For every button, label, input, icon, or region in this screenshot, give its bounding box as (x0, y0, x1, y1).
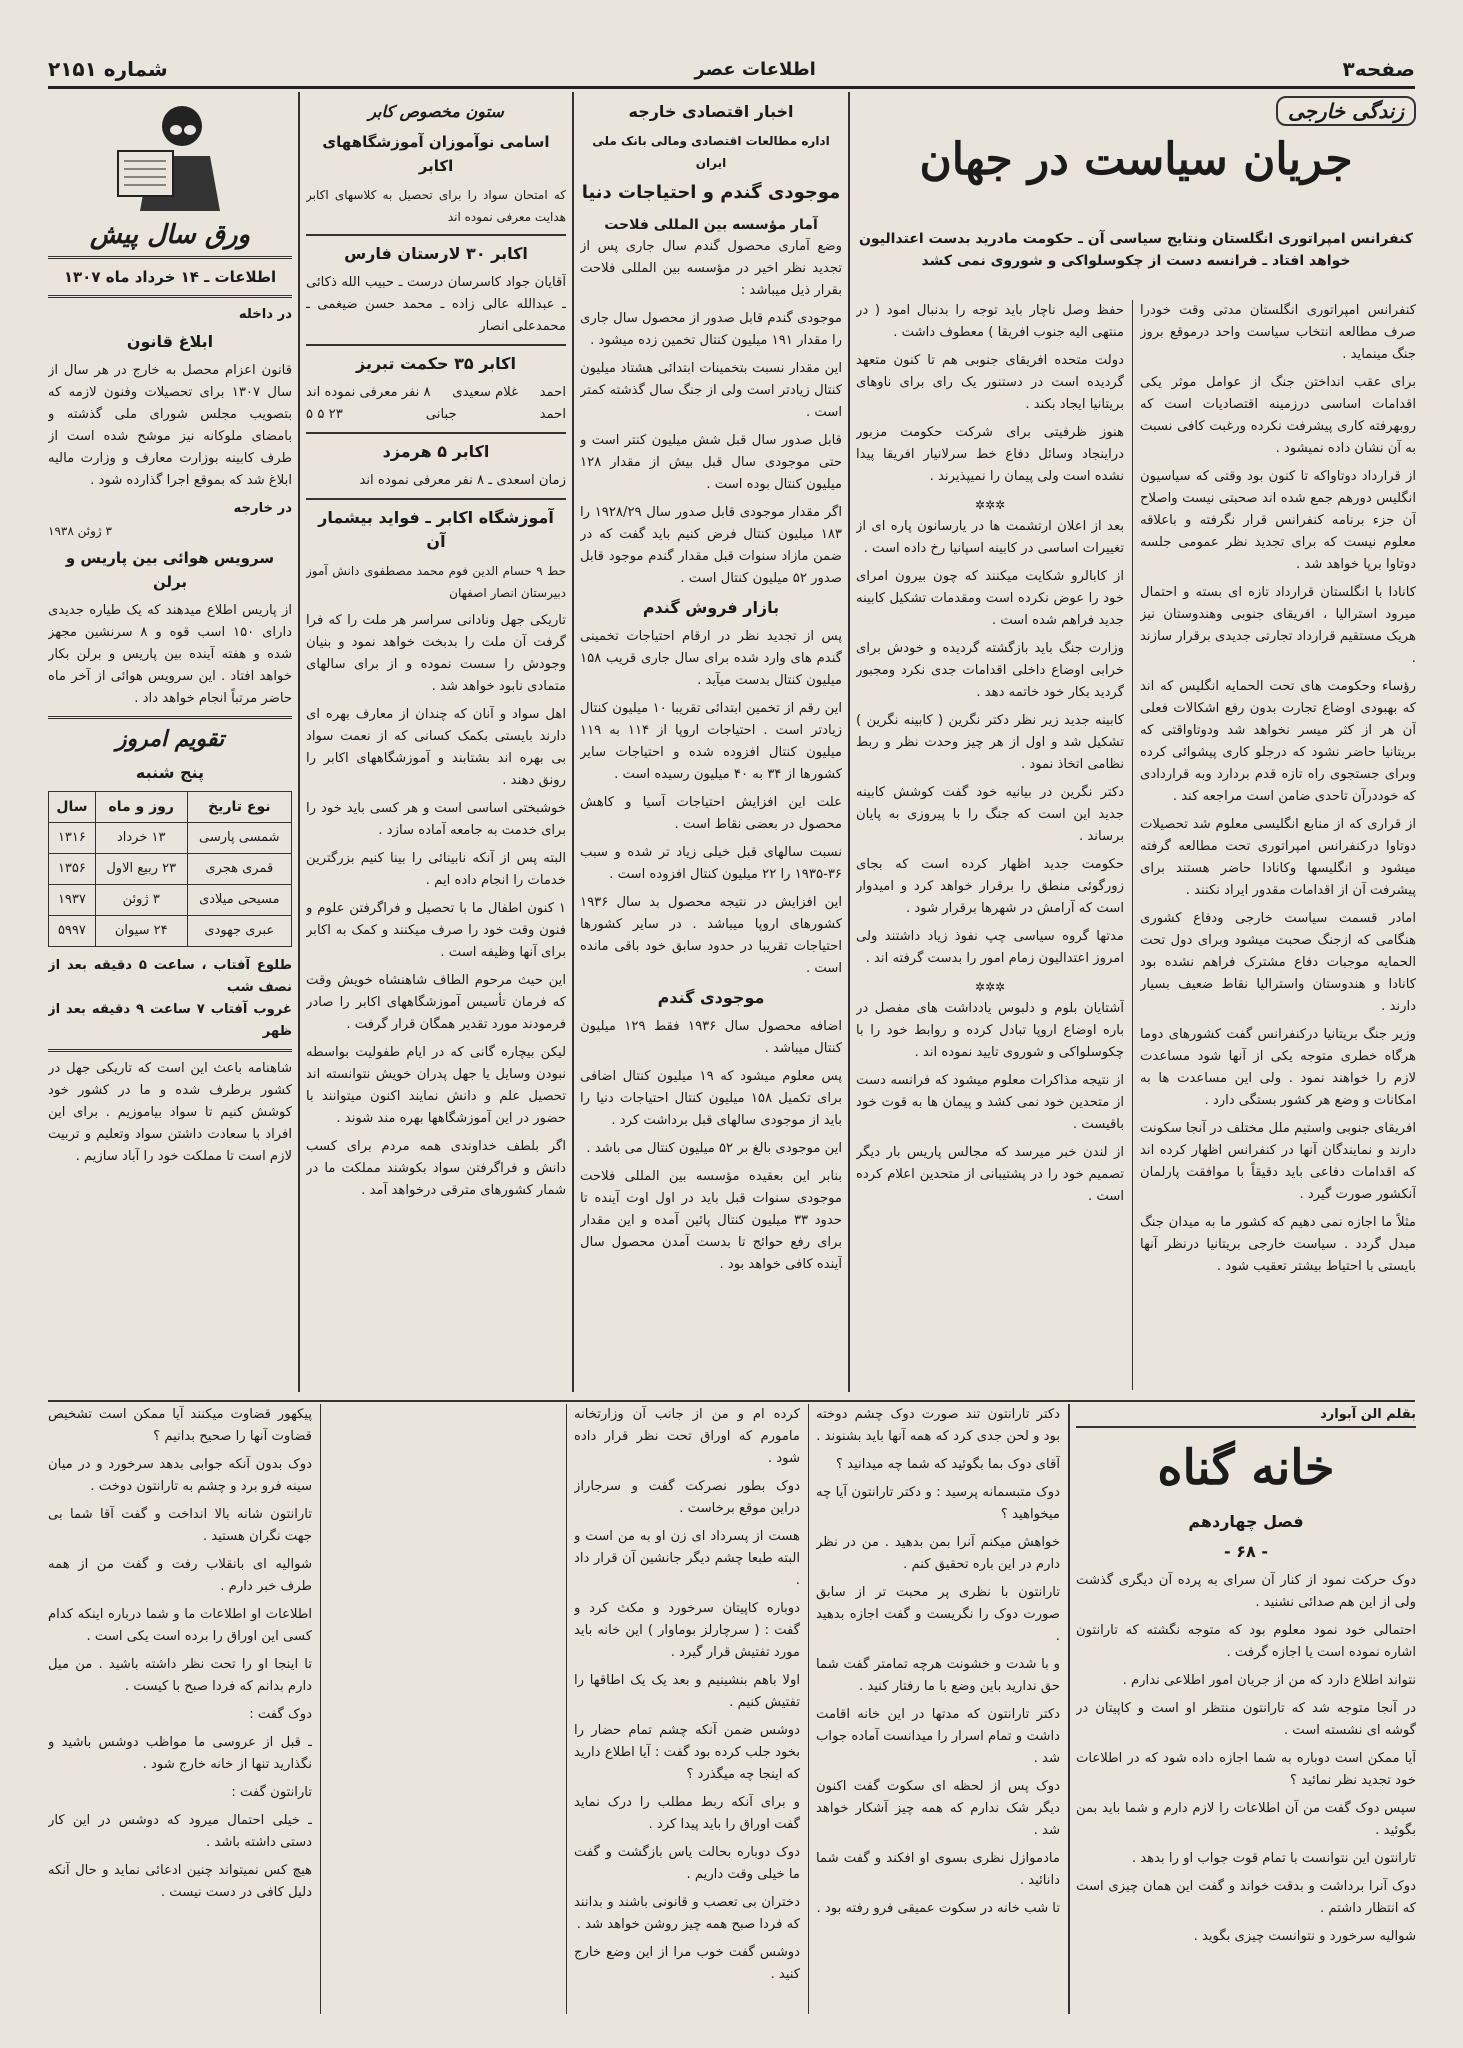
paragraph: کرده ام و من از جانب آن وزارتخانه مامورم که اوراق تحت نظر قرار داده شود . (574, 1407, 800, 1466)
paragraph: ـ قبل از عروسی ما مواظب دوشس باشید و نگذارید تنها از خانه خارج شود . (48, 1735, 312, 1772)
paragraph: خواهش میکنم آنرا بمن بدهید . من در نظر دارم در این باره تحقیق کنم . (816, 1535, 1060, 1572)
paragraph: دوک حرکت نمود از کنار آن سرای به پرده آن دیگری گذشت ولی از این هم صدائی نشنید . (1076, 1573, 1416, 1610)
paragraph: نتواند اطلاع دارد که من از جریان امور اطلاعی ندارم . (1122, 1673, 1416, 1688)
table-row: قمری هجری ۲۳ ربیع الاول ۱۳۵۶ (49, 854, 292, 885)
paragraph: این موجودی بالغ بر ۵۲ میلیون کنتال می باشد . (586, 1141, 842, 1156)
paragraph: دکتر تارانتون تند صورت دوک چشم دوخته بود و لحن جدی کرد که همه آنها باید بشنوند . (816, 1407, 1060, 1444)
paragraph: این رقم از تخمین ابتدائی تقریبا ۱۰ میلیون کنتال زیادتر است . احتیاجات اروپا از ۱۱۴ به ۱۱۹ میلیون کنتال افزوده شده و احتیاجات سایر کشورها از ۳۴ به ۴۰ میلیون رسیده است . (580, 701, 842, 782)
column-rule (848, 92, 850, 1392)
economy-headline: موجودی گندم و احتیاجات دنیا (581, 182, 841, 203)
paragraph: خوشبختی اساسی است و هر کسی باید خود را برای خدمت به جامعه آماده سازد . (306, 801, 566, 838)
table-row: مسیحی میلادی ۳ ژوئن ۱۹۳۷ (49, 885, 292, 916)
sidebar-column (48, 96, 292, 1392)
paragraph: کنفرانس امپراتوری انگلستان مدتی وقت خودرا صرف مطالعه انتخاب سیاست واحد درموقع بروز جنگ مینماید . (1140, 303, 1416, 362)
paragraph: ـ خیلی احتمال میرود که دوشس در این کار دستی داشته باشد . (48, 1813, 312, 1850)
paragraph: البته پس از آنکه نابینائی را بینا کنیم بزرگترین خدمات را انجام داده ایم . (306, 851, 566, 888)
paragraph: آشتایان بلوم و دلبوس یادداشت های مفصل در باره اوضاع اروپا تبادل کرده و روابط خود را با چکوسلواکی و شوروی تایید نموده اند . (856, 1001, 1124, 1060)
world-news-kicker: زندگی خارجی (1276, 96, 1416, 126)
paragraph: مثلاً ما اجازه نمی دهیم که کشور ما به میدان جنگ مبدل گردد . سیاست خارجی بریتانیا درنظر آنها بایستی با احتیاط بیشتر تعقیب شود . (1140, 1215, 1416, 1274)
serial-title: خانه گناه (1157, 1440, 1335, 1496)
paragraph: تارانتون گفت : (231, 1785, 312, 1800)
paragraph: رؤساء وحکومت های تحت الحمایه انگلیس که اند که بهبودی اوضاع تجارت بدون رفع اشکالات فعلی آن هر از کثر میسر نخواهد شد ودوتاواقتی که بریتانیا حاضر نشود که درجلو کاری پیشوائی کرده وبرای جستجوی راه تازه قدم بردارد وبه قراردادی که خوددرآن تاحدی ضامن است مراجعه کند . (1140, 679, 1416, 804)
serial-column-2 (816, 1404, 1060, 2016)
paragraph: تا شب خانه در سکوت عمیقی فرو رفته بود . (816, 1901, 1060, 1916)
paragraph: افریقای جنوبی واستیم ملل مختلف در آنجا سکونت دارند و نمایندگان آنها در کنفرانس اظهار کرده اند که اقدامات دفاعی باید دقیقاً با موافقت پارلمان آنکشور صورت گیرد . (1140, 1121, 1416, 1202)
paragraph: این حیث مرحوم الطاف شاهنشاه خویش وقت که فرمان تأسیس آموزشگاههای اکابر را صادر فرمودند مورد تقدیر همگان قرار گرفت . (306, 973, 566, 1032)
paragraph: علت این افزایش احتیاجات آسیا و کاهش محصول در بعضی نقاط است . (580, 795, 842, 832)
serial-column-1 (1076, 1404, 1416, 2016)
paragraph: از لندن خبر میرسد که مجالس پاریس بار دیگر تصمیم خود را در پشتیبانی از متحدین اعلام کرده است . (856, 1145, 1124, 1204)
paragraph: تارانتون این نتوانست با تمام قوت جواب او را بدهد . (1131, 1851, 1416, 1866)
special-title: اسامی نوآموزان آموزشگاههای اکابر (322, 133, 550, 175)
paragraph: اهل سواد و آنان که چندان از معارف بهره ای دارند بایستی بکمک کسانی که از نعمت سواد بی بهره اند بشتابند و آموزشگاههای اکابر را رونق دهند . (306, 707, 566, 788)
economy-subheading: بازار فروش گندم (642, 598, 780, 617)
sidebar-foreign-label: در خارجه (233, 501, 292, 516)
paragraph: این مقدار نسبت بتخمینات ابتدائی هشتاد میلیون کنتال زیادتر است ولی از جنگ سال گذشته کمتر است . (580, 361, 842, 420)
paragraph: حکومت جدید اظهار کرده است که بجای زورگوئی منطق را برقرار خواهد کرد و امیدوار است که آرامش در شهرها برقرار شود . (856, 857, 1124, 916)
paragraph: آقای دوک بما بگوئید که شما چه میدانید ؟ (835, 1457, 1060, 1472)
page-label: صفحه۳ (1342, 57, 1415, 81)
column-rule (808, 1404, 809, 2014)
world-news-column-1 (1140, 300, 1416, 1392)
paragraph: برای عقب انداختن جنگ از عوامل موثر یکی اقدامات اساسی درزمینه اقتصادیات است که روبهرفته کاری پیشرفت نکرده ورغبت کافی نسبت به آن نشان داده نمیشود . (1140, 375, 1416, 456)
calendar-title: تقویم امروز (115, 727, 225, 752)
sidebar-title: ورق سال پیش (89, 220, 251, 250)
paragraph: مادموازل نظری بسوی او افکند و گفت شما دانائید . (816, 1851, 1060, 1888)
world-news-subhead: کنفرانس امپراتوری انگلستان ونتایج سیاسی آن ـ حکومت مادرید بدست اعتدالیون خواهد افتاد ـ فرانسه دست از چکوسلواکی و شوروی نمی کشد (858, 231, 1413, 269)
law-title: ابلاغ قانون (126, 332, 214, 351)
paragraph: سپس دوک گفت من آن اطلاعات را لازم دارم و شما باید بمن بگوئید . (1076, 1801, 1416, 1838)
paragraph: از قرارداد دوتاواکه تا کنون بود وقتی که سیاسیون انگلیس دورهم جمع شده اند صحبتی نیست واصلاح آن جزء برنامه کنفرانس قرار نگرفته و باعلاقه معلوم نیست که برای تجدید نظر عمومی جلسه دوتاوا برپا خواهد شد . (1140, 469, 1416, 572)
paragraph: کابینه جدید زیر نظر دکتر نگرین ( کابینه نگرین ) تشکیل شد و اول از هر چیز وحدت نظر و ربط نظامی اتخاذ نمود . (856, 713, 1124, 772)
calendar-weekday: پنج شنبه (135, 763, 205, 782)
economy-source: اداره مطالعات اقتصادی ومالی بانک ملی ایران (592, 134, 830, 170)
paragraph: هیچ کس نمیتواند چنین ادعائی نماید و حال آنکه دلیل کافی در دست نیست . (48, 1863, 312, 1900)
law-body: قانون اعزام محصل به خارج در هر سال از سال ۱۳۰۷ برای تحصیلات وفنون لازمه که بتصویب مجلس شورای ملی گذشته و بامضای ملوکانه نیز موشح شده است از طرف کابینه بوزارت معارف و وزارت مالیه ابلاغ شد که بموقع اجرا گذارده شود . (48, 363, 292, 488)
paragraph: دوشس ضمن آنکه چشم تمام حضار را بخود جلب کرده بود گفت : آیا اطلاع دارید که اینجا چه میگذرد ؟ (574, 1723, 800, 1782)
foreign-date: ۳ ژوئن ۱۹۳۸ (48, 524, 112, 538)
column-rule (320, 1404, 321, 2014)
paragraph: دوک گفت : (249, 1707, 312, 1722)
paragraph: کانادا با انگلستان قرارداد تازه ای بسته و احتمال میرود استرالیا ، افریقای جنوبی وهندوستان نیز هریک مستقیم قرارداد تجارتی جدیدی برقرار سازند . (1140, 585, 1416, 666)
paragraph: وزیر جنگ بریتانیا درکنفرانس گفت کشورهای دوما هرگاه خطری متوجه یکی از آنها شود مساعدت لازم را خواهند نمود . ولی این مساعدت ها به امکانات و وضع هر کشور بستگی دارد . (1140, 1027, 1416, 1108)
paragraph: موجودی گندم قابل صدور از محصول سال جاری را مقدار ۱۹۱ میلیون کنتال تخمین زده میشود . (580, 311, 842, 348)
special-column (306, 96, 566, 1392)
separator-stars: ✲✲✲ (974, 498, 1006, 512)
reader-cartoon-icon (110, 96, 230, 214)
paragraph: هنوز ظرفیتی برای شرکت حکومت مزبور دراینجاد وسائل دفاع خط سرلانیار افریقا پیدا نشده است ولی پیمان را نمیپذیرند . (856, 425, 1124, 484)
paragraph: تاریکی جهل ونادانی سراسر هر ملت را که فرا گرفت آن ملت را بدبخت خواهد نمود و بنیان وجودش را سست نموده و از برای سالهای متمادی نابود خواهد شد . (306, 613, 566, 694)
paragraph: مدتها گروه سیاسی چپ نفوذ زیاد داشتند ولی امروز اعتدالیون زمام امور را بدست گرفته اند . (856, 929, 1124, 966)
paragraph: این افزایش در نتیجه محصول بد سال ۱۹۳۶ کشورهای اروپا میباشد . در سایر کشورها احتیاجات تقریبا در حدود سابق خود باقی مانده است . (580, 895, 842, 976)
special-kicker: ستون مخصوص کابر (368, 102, 504, 121)
paragraph: دختران بی تعصب و قانونی باشند و بدانند که فردا صبح همه چیز روشن خواهد شد . (574, 1895, 800, 1932)
table-row: شمسی پارسی ۱۳ خرداد ۱۳۱۶ (49, 823, 292, 854)
column-rule (572, 92, 574, 1392)
paragraph: در آنجا متوجه شد که تارانتون منتظر او است و کاپیتان در گوشه ای نشسته است . (1076, 1701, 1416, 1738)
paragraph: وزارت جنگ باید بازگشته گردیده و خودش برای خرابی اوضاع داخلی اقدامات جدی نکرد ومجبور گردید بکار خود خاتمه دهد . (856, 641, 1124, 700)
special-section-heading: اکابر ۳۵ حکمت تبریز (356, 354, 516, 373)
paragraph: هست از پسرداد ای زن او به من است و البته طبعا چشم دیگر جانشین آن قرار داد . (574, 1529, 800, 1588)
paragraph: آیا ممکن است دوباره به شما اجازه داده شود که در اطلاعات خود تجدید نظر نمائید ؟ (1076, 1751, 1416, 1788)
paper-name: اطلاعات عصر (694, 58, 816, 80)
paragraph: زمان اسعدی ـ ۸ نفر معرفی نموده اند (359, 473, 566, 488)
sunset-line: غروب آفتاب ۷ ساعت ۹ دقیقه بعد از ظهر (48, 1002, 292, 1039)
paragraph: قابل صدور سال قبل شش میلیون کنتر است و حتی موجودی سال قبل بیش از مقدار ۱۲۸ میلیون کنتال بوده است . (580, 433, 842, 492)
column-rule (1132, 300, 1133, 1390)
special-section-heading: اکابر ۵ هرمزد (382, 442, 490, 461)
separator-stars: ✲✲✲ (974, 980, 1006, 994)
paragraph: اولا باهم بنشینیم و بعد یک یک اطاقها را تفتیش کنیم . (574, 1673, 800, 1710)
table-header-row: نوع تاریخ روز و ماه سال (49, 792, 292, 823)
paragraph: دوک آنرا برداشت و بدقت خواند و گفت این همان چیزی است که انتظار داشتم . (1076, 1879, 1416, 1916)
paragraph: حط ۹ حسام الدین فوم محمد مصطفوی دانش آموز دبیرستان انصار اصفهان (306, 564, 566, 600)
paragraph: دوک بدون آنکه جوابی بدهد سرخورد و در میان سینه فرو برد و چشم به تارانتون دوخت . (48, 1457, 312, 1494)
paragraph: نسبت سالهای قبل خیلی زیاد تر شده و سبب ۳۶-۱۹۳۵ را ۲۲ میلیون کنتال افزوده است . (580, 845, 842, 882)
paragraph: از نتیجه مذاکرات معلوم میشود که فرانسه دست از متحدین خود نمی کشد و پیمان ها به قوت خود باقیست . (856, 1073, 1124, 1132)
paragraph: حفظ وصل ناچار باید توجه را بدنبال امود ( در منتهی الیه جنوب افریقا ) معطوف داشت . (856, 303, 1124, 340)
economy-subheading: موجودی گندم (657, 988, 765, 1007)
paragraph: وضع آماری محصول گندم سال جاری پس از تجدید نظر اخیر در مؤسسه بین المللی فلاحت بقرار ذیل میباشد : (580, 239, 842, 298)
air-service-body: از پاریس اطلاع میدهند که یک طیاره جدیدی دارای ۱۵۰ اسب قوه و ۸ سرنشین مجهز شده و هفته آینده بین پاریس و برلن بکار خواهد افتاد . این سرویس هوائی از آخر ماه حاضر مرتباً انجام خواهد داد . (48, 603, 292, 706)
column-rule (566, 1404, 567, 2014)
calendar-table (48, 791, 292, 947)
issue-label: شماره ۲۱۵۱ (48, 57, 168, 81)
column-rule (298, 92, 300, 1392)
masthead (48, 52, 1415, 89)
paragraph: بنابر این بعقیده مؤسسه بین المللی فلاحت موجودی سنوات قبل باید در اول اوت آینده تا حدود ۳۳ میلیون کنتال پائین آمده و این مقدار برای رفع حوائج تا بدست آمدن محصول سال آینده کافی خواهد بود . (580, 1169, 842, 1272)
table-row: عبری جهودی ۲۴ سیوان ۵۹۹۷ (49, 916, 292, 947)
special-section-heading: آموزشگاه اکابر ـ فواید بیشمار آن (318, 508, 554, 551)
column-rule (1068, 1404, 1070, 2014)
paragraph: و با شدت و خشونت هرچه تمامتر گفت شما حق ندارید باین وضع با ما رفتار کنید . (816, 1657, 1060, 1694)
special-section-heading: اکابر ۳۰ لارستان فارس (344, 244, 528, 263)
paragraph: احتمالی خود نمود معلوم بود که متوجه نگشته که تارانتون اشاره نموده است یا اجازه گرفت . (1076, 1623, 1416, 1660)
serial-column-3 (574, 1404, 800, 2016)
paragraph: اضافه محصول سال ۱۹۳۶ فقط ۱۲۹ میلیون کنتال میباشد . (580, 1019, 842, 1056)
sunrise-line: طلوع آفتاب ، ساعت ۵ دقیقه بعد از نصف شب (48, 958, 292, 995)
paragraph: ۱ کنون اطفال ما با تحصیل و فراگرفتن علوم و فنون وقت خود را صرف میکنند و کمک به اکابر برای آنها وظیفه است . (306, 901, 566, 960)
world-news-headline: جریان سیاست در جهان (919, 134, 1353, 185)
paragraph: اگر مقدار موجودی قابل صدور سال ۱۹۲۸/۲۹ را ۱۸۳ میلیون کنتال فرض کنیم باید گفت که در ضمن مازاد سنوات قبل مقدار گندم موجود قابل صدور ۵۲ میلیون کنتال است . (580, 505, 842, 586)
paragraph: آقایان جواد کاسرسان درست ـ حبیب الله ذکائی ـ عبدالله عالی زاده ـ محمد حسن ضیغمی ـ محمدعلی انصار (306, 275, 566, 334)
paragraph: تارانتون با نظری پر محبت تر از سابق صورت دوک را نگریست و گفت اجازه بدهید . (816, 1585, 1060, 1644)
section-rule (48, 1400, 1415, 1402)
economy-kicker: اخبار اقتصادی خارجه (628, 102, 794, 121)
paragraph: پس از تجدید نظر در ارقام احتیاجات تخمینی گندم های وارد شده برای سال جاری قریب ۱۵۸ میلیون کنتال بدست میآید . (580, 629, 842, 688)
paragraph: اگر بلطف خداوندی همه مردم برای کسب دانش و فراگرفتن سواد بکوشند مملکت ما در شمار کشورهای مترقی درخواهد آمد . (306, 1139, 566, 1198)
paragraph: دکتر نگرین در بیانیه خود گفت کوشش کابینه جدید این است که جنگ را با پیروزی به پایان برساند . (856, 785, 1124, 844)
paragraph: دوک متبسمانه پرسید : و دکتر تارانتون آیا چه میخواهید ؟ (816, 1485, 1060, 1522)
sidebar-notice: شاهنامه باعث این است که تاریکی جهل در کشور برطرف شده و ما در کشور خود کوشش کنیم تا سواد بیاموزیم . برای این افراد با سعادت داشتن سواد وتعلیم و تربیت لازم است تا مملکت خود را آباد سازیم . (48, 1061, 292, 1164)
serial-author: بقلم الن آبوارد (1076, 1404, 1416, 1428)
special-intro: که امتحان سواد را برای تحصیل به کلاسهای اکابر هدایت معرفی نموده اند (306, 188, 566, 224)
paragraph: دکتر تارانتون که مدتها در این خانه اقامت داشت و تمام اسرار را میدانست آماده جواب شد . (816, 1707, 1060, 1766)
economy-subhead: آمار مؤسسه بین المللی فلاحت (604, 217, 818, 233)
paragraph: تارانتون شانه بالا انداخت و گفت آقا شما بی جهت نگران هستید . (48, 1507, 312, 1544)
paragraph: دوک دوباره بحالت یاس بازگشت و گفت ما خیلی وقت داریم . (574, 1845, 800, 1882)
paragraph: پیکهور قضاوت میکنند آیا ممکن است تشخیص قضاوت آنها را صحیح بدانیم ؟ (48, 1407, 312, 1444)
paragraph: امادر قسمت سیاست خارجی ودفاع کشوری هنگامی که ازجنگ صحبت میشود وبرای دول تحت الحمایه موجبات دفاع مشترک فراهم نشده بود کانادا و هندوستان واسترالیا نقاط ضعیف بسیار دارند . (1140, 911, 1416, 1014)
paragraph: از قراری که از منابع انگلیسی معلوم شد تحصیلات دوتاوا درکنفرانس امپراتوری تحت مطالعه گرفته میشود و انگلیسها وکانادا حاضر هستند برای پیشرفت آن از اقدامات مقدور ایراد نکنند . (1140, 817, 1416, 898)
paragraph: دولت متحده افریقای جنوبی هم تا کنون متعهد گردیده است در دستنور یک رای برای ناوهای بریتانیا ایجاد بکند . (856, 353, 1124, 412)
world-news-header (856, 96, 1416, 226)
paragraph: دوشس گفت خوب مرا از این وضع خارج کنید . (574, 1945, 800, 1982)
paragraph: تا اینجا او را تحت نظر داشته باشید . من میل دارم بدانم که فردا صبح با کیست . (48, 1657, 312, 1694)
serial-part: - ۶۸ - (1224, 1542, 1268, 1561)
paragraph: پس معلوم میشود که ۱۹ میلیون کنتال اضافی برای تکمیل ۱۵۸ میلیون کنتال احتیاجات دنیا را باید از موجودی سالهای قبل برداشت کرد . (580, 1069, 842, 1128)
list-row: احمد غلام سعیدی ۸ نفر معرفی نموده اند (306, 385, 566, 400)
paragraph: لیکن بیچاره گانی که در ایام طفولیت بواسطه نبودن وسایل یا جهل پدران خویش نتوانسته اند تحصیل علم و دانش نمایند اکنون میتوانند با حضور در این آموزشگاهها بهره مند شوند . (306, 1045, 566, 1126)
paragraph: اطلاعات او اطلاعات ما و شما درباره اینکه کدام کسی این اوراق را برده است یکی است . (48, 1607, 312, 1644)
paragraph: دوک بطور نصرکت گفت و سرجاراز دراین موقع برخاست . (574, 1479, 800, 1516)
paragraph: شوالیه سرخورد و نتوانست چیزی بگوید . (1193, 1929, 1416, 1944)
paragraph: دوباره کاپیتان سرخورد و مکث کرد و گفت : ( سرچارلز بوماوار ) این خانه باید مورد تفتیش قرار گیرد . (574, 1601, 800, 1660)
air-service-title: سرویس هوائی بین پاریس و برلن (65, 549, 275, 591)
paragraph: بعد از اعلان ارتشمت ها در یارسانون پاره ای از تغییرات اساسی در کابینه اسپانیا رخ داده است . (856, 519, 1124, 556)
sidebar-domestic-label: در داخله (238, 307, 292, 322)
paragraph: شوالیه ای بانقلاب رفت و گفت من از همه طرف خبر دارم . (48, 1557, 312, 1594)
paragraph: و برای آنکه ربط مطلب را درک نماید گفت اوراق را باید پیدا کرد . (574, 1795, 800, 1832)
paragraph: از کابالرو شکایت میکنند که چون بیرون امرای خود را عوض نکرده است ومقدمات تشکیل کابینه جدید فراهم شده است . (856, 569, 1124, 628)
world-news-column-2 (856, 300, 1124, 1392)
serial-column-4 (48, 1404, 312, 2016)
serial-chapter: فصل چهاردهم (1188, 1512, 1304, 1531)
sidebar-date: اطلاعات ـ ۱۴ خرداد ماه ۱۳۰۷ (63, 268, 277, 286)
economy-column (580, 96, 842, 1392)
paragraph: دوک پس از لحظه ای سکوت گفت اکنون دیگر شک ندارم که همه چیز آشکار خواهد شد . (816, 1779, 1060, 1838)
list-row: احمد جبانی ۲۳ ۵ ۵ (306, 407, 566, 422)
